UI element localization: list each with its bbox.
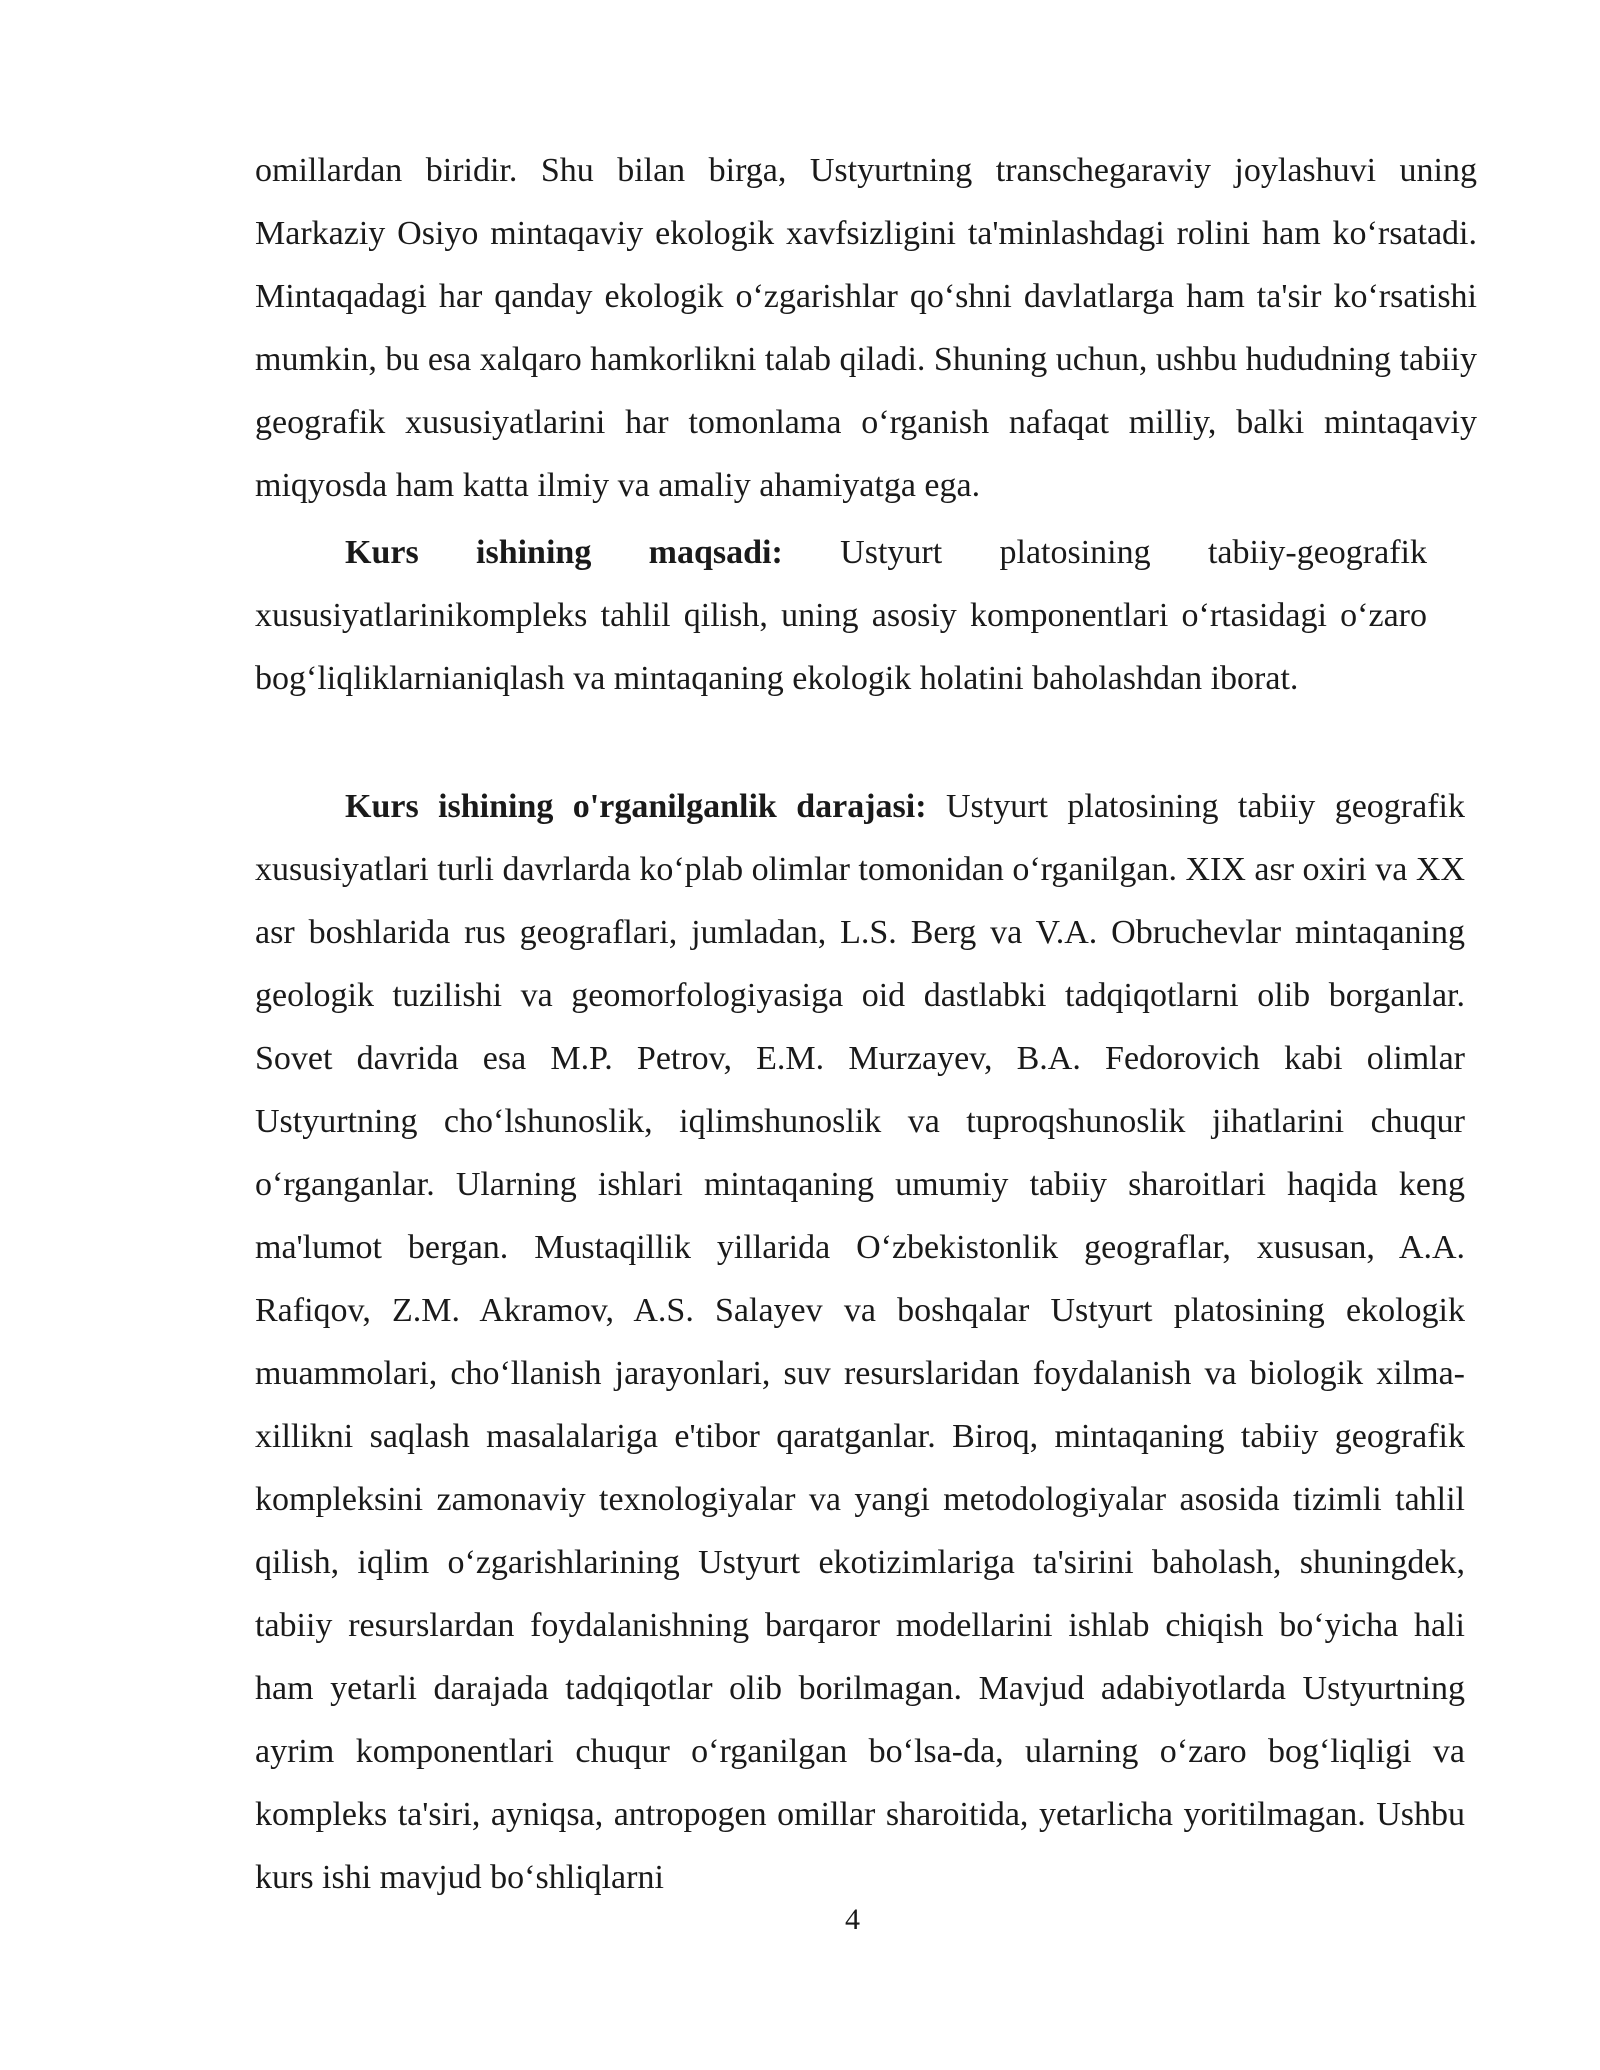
page-number: 4 <box>845 1903 860 1936</box>
course-goal-heading: Kurs ishining maqsadi: <box>345 534 783 571</box>
study-level-text: Ustyurt platosining tabiiy geografik xususiyatlari turli davrlarda ko‘plab olimlar tomonidan o‘rganilgan. XIX asr oxiri va XX asr boshlarida rus geograflari, jumladan, L.S. Berg va V.A. Obruchevlar mintaqaning geologik tuzilishi va geomorfologiyasiga oid dastlabki tadqiqotlarni olib borganlar. Sovet davrida esa M.P. Petrov, E.M. Murzayev, B.A. Fedorovich kabi olimlar Ustyurtning cho‘lshunoslik, iqlimshunoslik va tuproqshunoslik jihatlarini chuqur o‘rganganlar. Ularning ishlari mintaqaning umumiy tabiiy sharoitlari haqida keng ma'lumot bergan. Mustaqillik yillarida O‘zbekistonlik geograflar, xususan, A.A. Rafiqov, Z.M. Akramov, A.S. Salayev va boshqalar Ustyurt platosining ekologik muammolari, cho‘llanish jarayonlari, suv resurslaridan foydalanish va biologik xilma-xillikni saqlash masalalariga e'tibor qaratganlar. Biroq, mintaqaning tabiiy geografik kompleksini zamonaviy texnologiyalar va yangi metodologiyalar asosida tizimli tahlil qilish, iqlim o‘zgarishlarining Ustyurt ekotizimlariga ta'sirini baholash, shuningdek, tabiiy resurslardan foydalanishning barqaror modellarini ishlab chiqish bo‘yicha hali ham yetarli darajada tadqiqotlar olib borilmagan. Mavjud adabiyotlarda Ustyurtning ayrim komponentlari chuqur o‘rganilgan bo‘lsa-da, ularning o‘zaro bog‘liqligi va kompleks ta'siri, ayniqsa, antropogen omillar sharoitida, yetarlicha yoritilmagan. Ushbu kurs ishi mavjud bo‘shliqlarni <box>255 788 1465 1896</box>
paragraph-study-level <box>255 775 1465 1909</box>
study-level-heading: Kurs ishining o'rganilganlik darajasi: <box>345 788 927 825</box>
paragraph-course-goal <box>255 521 1427 710</box>
course-goal-text: Ustyurt platosining tabiiy-geografik xususiyatlarinikompleks tahlil qilish, uning asosiy komponentlari o‘rtasidagi o‘zaro bog‘liqliklarnianiqlash va mintaqaning ekologik holatini baholashdan iborat. <box>255 534 1427 697</box>
paragraph-intro-continuation: omillardan biridir. Shu bilan birga, Ustyurtning transchegaraviy joylashuvi uning Markaziy Osiyo mintaqaviy ekologik xavfsizligini ta'minlashdagi rolini ham ko‘rsatadi. Mintaqadagi har qanday ekologik o‘zgarishlar qo‘shni davlatlarga ham ta'sir ko‘rsatishi mumkin, bu esa xalqaro hamkorlikni talab qiladi. Shuning uchun, ushbu hududning tabiiy geografik xususiyatlarini har tomonlama o‘rganish nafaqat milliy, balki mintaqaviy miqyosda ham katta ilmiy va amaliy ahamiyatga ega. <box>255 152 1477 504</box>
